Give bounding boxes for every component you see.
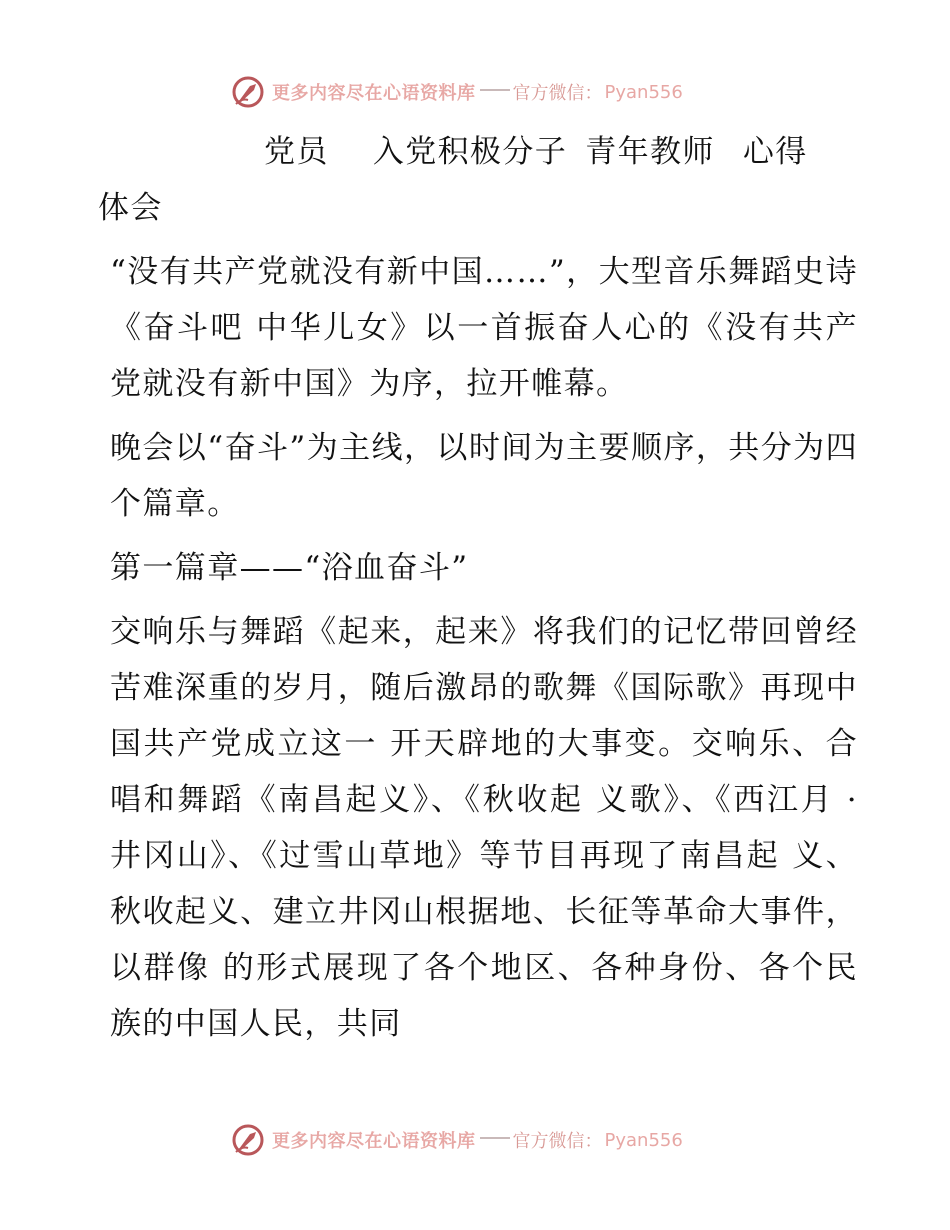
banner-divider xyxy=(480,89,510,91)
paragraph-1: “没有共产党就没有新中国……”，大型音乐舞蹈史诗《奋斗吧 中华儿女》以一首振奋人心的《没有共产党就没有新中国》为序，拉开帷幕。 xyxy=(110,254,858,402)
title-part-2: 入党积极分子 xyxy=(372,134,568,170)
banner-wechat-id: Pyan556 xyxy=(604,1129,683,1151)
title-part-1: 党员 xyxy=(264,134,329,170)
pen-nib-logo-icon xyxy=(230,74,266,110)
footer-banner xyxy=(230,1118,750,1162)
title-part-3: 青年教师 xyxy=(585,134,715,170)
section-heading: 第一篇章——“浴血奋斗” xyxy=(110,550,469,586)
paragraph-4: 交响乐与舞蹈《起来，起来》将我们的记忆带回曾经苦难深重的岁月，随后激昂的歌舞《国际歌》再现中国共产党成立这一 开天辟地的大事变。交响乐、合唱和舞蹈《南昌起义》、《秋收起 义歌》、《西江月 · 井冈山》、《过雪山草地》等节目再现了南昌起 义、秋收起义、建立井冈山根据地、长征等革命大事件，以群像 的形式展现了各个地区、各种身份、各个民族的中国人民，共同 xyxy=(110,614,858,1042)
banner-wechat-label: 官方微信： xyxy=(512,1131,603,1152)
banner-wechat-label: 官方微信： xyxy=(512,83,603,104)
document-title xyxy=(98,124,858,180)
banner-text: 更多内容尽在心语资料库 xyxy=(272,83,476,104)
document-title-line-2: 体会 xyxy=(98,190,163,226)
banner-wechat-id: Pyan556 xyxy=(604,81,683,103)
banner-divider xyxy=(480,1137,510,1139)
banner-text: 更多内容尽在心语资料库 xyxy=(272,1131,476,1152)
header-banner xyxy=(230,70,750,114)
document-body xyxy=(98,124,858,1052)
pen-nib-logo-icon xyxy=(230,1122,266,1158)
title-part-4: 心得 xyxy=(742,134,808,170)
paragraph-2: 晚会以“奋斗”为主线，以时间为主要顺序，共分为四个篇章。 xyxy=(110,430,858,522)
